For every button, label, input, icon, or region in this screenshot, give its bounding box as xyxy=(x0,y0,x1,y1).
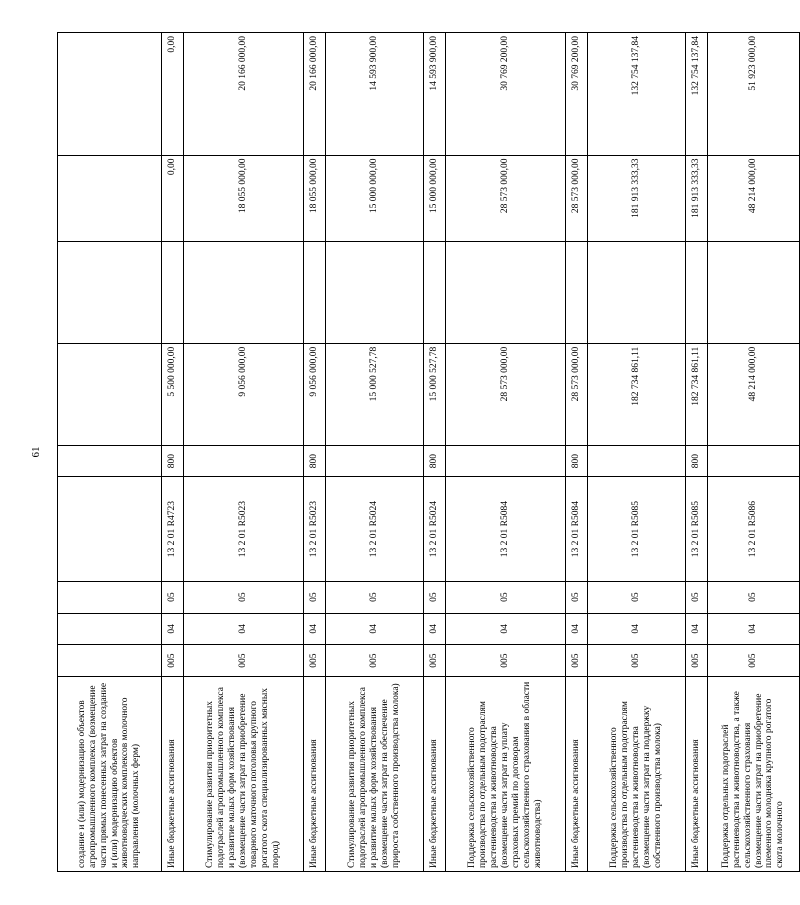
amount-1-cell: 9 056 000,00 xyxy=(304,343,326,445)
amount-3-cell: 181 913 333,33 xyxy=(686,155,708,241)
subsection-code-cell: 05 xyxy=(446,581,566,613)
section-code-cell: 04 xyxy=(708,613,800,645)
section-code-cell: 04 xyxy=(162,613,184,645)
rotated-sheet xyxy=(57,32,786,872)
section-code-cell: 04 xyxy=(304,613,326,645)
amount-3-cell: 18 055 000,00 xyxy=(304,155,326,241)
amount-2-cell xyxy=(588,241,686,343)
table-row xyxy=(424,33,446,872)
table-row xyxy=(708,33,800,872)
amount-1-cell: 9 056 000,00 xyxy=(184,343,304,445)
amount-4-cell: 51 923 000,00 xyxy=(708,33,800,156)
section-code-cell: 04 xyxy=(184,613,304,645)
row-name-cell: Поддержка сельскохозяйственного производства по отдельным подотраслям растениеводства и животноводства (возмещение части затрат на поддержку собственного производства молока) xyxy=(588,677,686,872)
amount-2-cell xyxy=(162,241,184,343)
amount-1-cell: 15 000 527,78 xyxy=(424,343,446,445)
section-code-cell: 04 xyxy=(326,613,424,645)
amount-1-cell: 28 573 000,00 xyxy=(566,343,588,445)
ministry-code-cell: 005 xyxy=(708,645,800,677)
amount-3-cell: 15 000 000,00 xyxy=(326,155,424,241)
subsection-code-cell: 05 xyxy=(326,581,424,613)
table-row xyxy=(162,33,184,872)
amount-2-cell xyxy=(304,241,326,343)
section-code-cell: 04 xyxy=(424,613,446,645)
amount-4-cell: 132 754 137,84 xyxy=(686,33,708,156)
amount-4-cell: 30 769 200,00 xyxy=(446,33,566,156)
budget-table xyxy=(57,32,800,872)
ministry-code-cell: 005 xyxy=(184,645,304,677)
table-row xyxy=(446,33,566,872)
target-article-cell: 13 2 01 R5084 xyxy=(446,477,566,581)
table-row xyxy=(184,33,304,872)
amount-3-cell: 181 913 333,33 xyxy=(588,155,686,241)
amount-3-cell: 15 000 000,00 xyxy=(424,155,446,241)
subsection-code-cell xyxy=(58,581,162,613)
expense-type-cell: 800 xyxy=(424,445,446,477)
subsection-code-cell: 05 xyxy=(708,581,800,613)
ministry-code-cell: 005 xyxy=(326,645,424,677)
section-code-cell xyxy=(58,613,162,645)
row-name-cell: Иные бюджетные ассигнования xyxy=(162,677,184,872)
amount-3-cell: 28 573 000,00 xyxy=(566,155,588,241)
amount-1-cell: 182 734 861,11 xyxy=(686,343,708,445)
subsection-code-cell: 05 xyxy=(588,581,686,613)
amount-4-cell: 30 769 200,00 xyxy=(566,33,588,156)
row-name-cell: Иные бюджетные ассигнования xyxy=(686,677,708,872)
amount-1-cell xyxy=(58,343,162,445)
expense-type-cell xyxy=(326,445,424,477)
expense-type-cell xyxy=(446,445,566,477)
amount-4-cell xyxy=(58,33,162,156)
table-row xyxy=(58,33,162,872)
amount-4-cell: 20 166 000,00 xyxy=(304,33,326,156)
row-name-cell: Иные бюджетные ассигнования xyxy=(566,677,588,872)
ministry-code-cell: 005 xyxy=(162,645,184,677)
subsection-code-cell: 05 xyxy=(304,581,326,613)
ministry-code-cell: 005 xyxy=(304,645,326,677)
table-body xyxy=(58,33,800,872)
target-article-cell: 13 2 01 R5086 xyxy=(708,477,800,581)
amount-2-cell xyxy=(566,241,588,343)
amount-2-cell xyxy=(326,241,424,343)
section-code-cell: 04 xyxy=(588,613,686,645)
section-code-cell: 04 xyxy=(566,613,588,645)
expense-type-cell xyxy=(588,445,686,477)
ministry-code-cell: 005 xyxy=(686,645,708,677)
subsection-code-cell: 05 xyxy=(424,581,446,613)
amount-3-cell xyxy=(58,155,162,241)
ministry-code-cell: 005 xyxy=(566,645,588,677)
amount-4-cell: 0,00 xyxy=(162,33,184,156)
row-name-cell: Поддержка отдельных подотраслей растениеводства и животноводства, а также сельскохозяйственного страхования (возмещение части затрат на приобретение племенного молодняка крупного рогатого скота молочного xyxy=(708,677,800,872)
page-number: 61 xyxy=(30,446,42,458)
subsection-code-cell: 05 xyxy=(686,581,708,613)
expense-type-cell: 800 xyxy=(686,445,708,477)
target-article-cell xyxy=(58,477,162,581)
row-name-cell: Стимулирование развития приоритетных подотраслей агропромышленного комплекса и развитие малых форм хозяйствования (возмещение части затрат на обеспечение прироста собственного производства молока) xyxy=(326,677,424,872)
section-code-cell: 04 xyxy=(446,613,566,645)
target-article-cell: 13 2 01 R5085 xyxy=(588,477,686,581)
row-name-cell: создание и (или) модернизацию объектов агропромышленного комплекса (возмещение части прямых понесенных затрат на создание и (или) модернизацию объектов животноводческих комплексов молочного направления (молочных ферм) xyxy=(58,677,162,872)
expense-type-cell xyxy=(184,445,304,477)
target-article-cell: 13 2 01 R4723 xyxy=(162,477,184,581)
amount-1-cell: 48 214 000,00 xyxy=(708,343,800,445)
ministry-code-cell: 005 xyxy=(446,645,566,677)
expense-type-cell xyxy=(708,445,800,477)
table-row xyxy=(304,33,326,872)
ministry-code-cell xyxy=(58,645,162,677)
amount-3-cell: 18 055 000,00 xyxy=(184,155,304,241)
target-article-cell: 13 2 01 R5085 xyxy=(686,477,708,581)
row-name-cell: Иные бюджетные ассигнования xyxy=(304,677,326,872)
ministry-code-cell: 005 xyxy=(424,645,446,677)
section-code-cell: 04 xyxy=(686,613,708,645)
amount-4-cell: 20 166 000,00 xyxy=(184,33,304,156)
target-article-cell: 13 2 01 R5024 xyxy=(424,477,446,581)
expense-type-cell xyxy=(58,445,162,477)
target-article-cell: 13 2 01 R5023 xyxy=(304,477,326,581)
target-article-cell: 13 2 01 R5024 xyxy=(326,477,424,581)
amount-2-cell xyxy=(708,241,800,343)
ministry-code-cell: 005 xyxy=(588,645,686,677)
expense-type-cell: 800 xyxy=(566,445,588,477)
amount-2-cell xyxy=(184,241,304,343)
row-name-cell: Иные бюджетные ассигнования xyxy=(424,677,446,872)
amount-3-cell: 28 573 000,00 xyxy=(446,155,566,241)
row-name-cell: Поддержка сельскохозяйственного производства по отдельным подотраслям растениеводства и животноводства (возмещение части затрат на уплату страховых премий по договорам сельскохозяйственного страхования в области животноводства) xyxy=(446,677,566,872)
row-name-cell: Стимулирование развития приоритетных подотраслей агропромышленного комплекса и развитие малых форм хозяйствования (возмещение части затрат на приобретение товарного маточного поголовья крупного рогатого скота специализированных мясных пород) xyxy=(184,677,304,872)
table-row xyxy=(588,33,686,872)
amount-1-cell: 5 500 000,00 xyxy=(162,343,184,445)
expense-type-cell: 800 xyxy=(304,445,326,477)
target-article-cell: 13 2 01 R5084 xyxy=(566,477,588,581)
table-row xyxy=(566,33,588,872)
rotated-content xyxy=(57,32,786,872)
amount-3-cell: 0,00 xyxy=(162,155,184,241)
amount-2-cell xyxy=(58,241,162,343)
subsection-code-cell: 05 xyxy=(162,581,184,613)
subsection-code-cell: 05 xyxy=(566,581,588,613)
target-article-cell: 13 2 01 R5023 xyxy=(184,477,304,581)
amount-1-cell: 28 573 000,00 xyxy=(446,343,566,445)
table-row xyxy=(686,33,708,872)
amount-1-cell: 15 000 527,78 xyxy=(326,343,424,445)
amount-4-cell: 132 754 137,84 xyxy=(588,33,686,156)
amount-2-cell xyxy=(686,241,708,343)
amount-4-cell: 14 593 900,00 xyxy=(326,33,424,156)
subsection-code-cell: 05 xyxy=(184,581,304,613)
expense-type-cell: 800 xyxy=(162,445,184,477)
amount-3-cell: 48 214 000,00 xyxy=(708,155,800,241)
amount-4-cell: 14 593 900,00 xyxy=(424,33,446,156)
amount-2-cell xyxy=(424,241,446,343)
table-row xyxy=(326,33,424,872)
amount-1-cell: 182 734 861,11 xyxy=(588,343,686,445)
amount-2-cell xyxy=(446,241,566,343)
